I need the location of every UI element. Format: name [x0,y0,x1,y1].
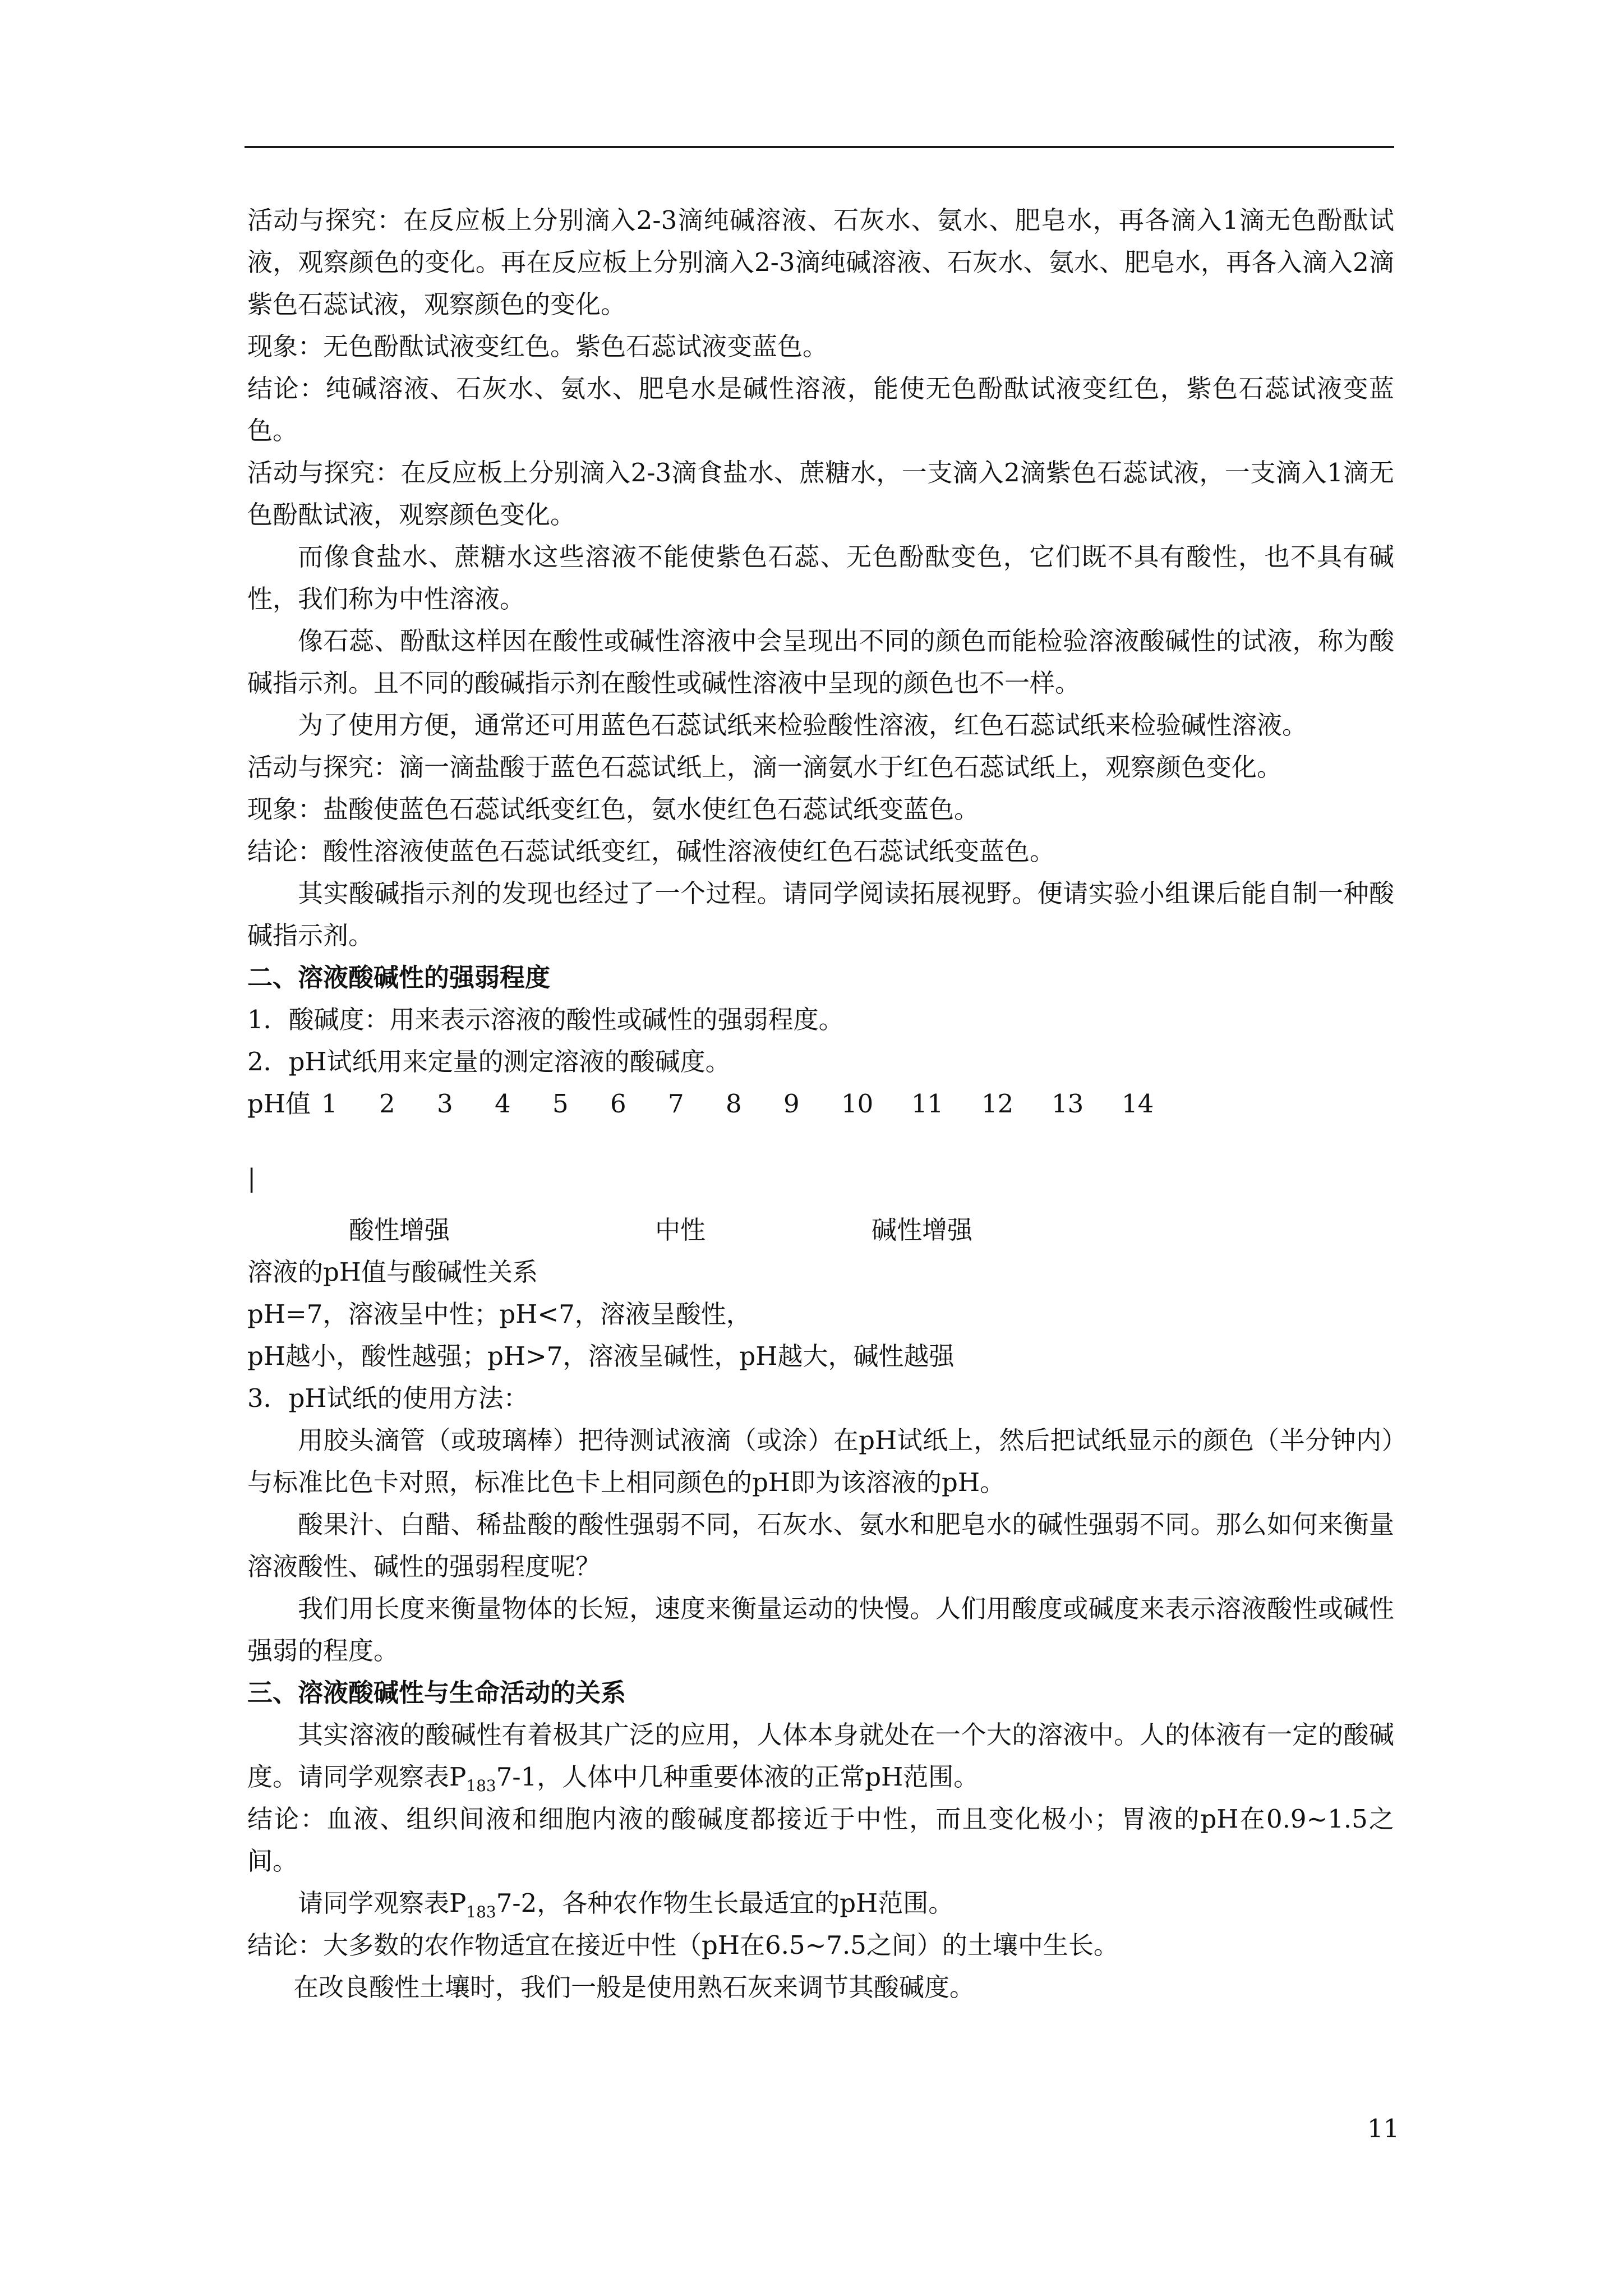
ph-value: 3 [437,1089,453,1119]
ph-value: 13 [1052,1089,1084,1119]
conclusion-1: 结论：纯碱溶液、石灰水、氨水、肥皂水是碱性溶液，能使无色酚酞试液变红色，紫色石蕊试液变蓝色。 [247,374,1394,445]
phenomenon-2: 现象：盐酸使蓝色石蕊试纸变红色，氨水使红色石蕊试纸变蓝色。 [247,794,980,824]
ph-scale-label: pH值 [247,1089,311,1119]
body-fluid-paragraph [247,1714,1394,1798]
page-number: 11 [1367,2114,1400,2143]
section-heading-2: 二、溶液酸碱性的强弱程度 [247,963,551,992]
ph-relation-line-1: pH=7，溶液呈中性；pH<7，溶液呈酸性， [247,1299,751,1329]
ph-value: 2 [379,1089,395,1119]
activity-paragraph-1: 活动与探究：在反应板上分别滴入2-3滴纯碱溶液、石灰水、氨水、肥皂水，再各滴入1滴无色酚酞试液，观察颜色的变化。再在反应板上分别滴入2-3滴纯碱溶液、石灰水、氨水、肥皂水，再各入滴入2滴紫色石蕊试液，观察颜色的变化。 [247,205,1394,319]
ph-paper-line: 2．pH试纸用来定量的测定溶液的酸碱度。 [247,1047,731,1076]
conclusion-crops: 结论：大多数的农作物适宜在接近中性（pH在6.5~7.5之间）的土壤中生长。 [247,1930,1119,1960]
neutral-solution-paragraph: 而像食盐水、蔗糖水这些溶液不能使紫色石蕊、无色酚酞变色，它们既不具有酸性，也不具有碱性，我们称为中性溶液。 [247,542,1394,614]
ph-value: 14 [1122,1089,1154,1119]
indicator-history-paragraph: 其实酸碱指示剂的发现也经过了一个过程。请同学阅读拓展视野。便请实验小组课后能自制一种酸碱指示剂。 [247,878,1394,950]
ph-scale-direction-labels [247,1209,1394,1251]
ph-scale-marker: | [247,1163,256,1193]
table-page-subscript: 183 [466,1777,496,1795]
ph-value: 8 [726,1089,742,1119]
litmus-paper-paragraph: 为了使用方便，通常还可用蓝色石蕊试纸来检验酸性溶液，红色石蕊试纸来检验碱性溶液。 [298,710,1308,740]
ph-value: 7 [668,1089,684,1119]
acid-base-strength-question: 酸果汁、白醋、稀盐酸的酸性强弱不同，石灰水、氨水和肥皂水的碱性强弱不同。那么如何来衡量溶液酸性、碱性的强弱程度呢？ [247,1510,1394,1581]
soil-improvement-paragraph: 在改良酸性土壤时，我们一般是使用熟石灰来调节其酸碱度。 [293,1972,975,2002]
indicator-definition-paragraph: 像石蕊、酚酞这样因在酸性或碱性溶液中会呈现出不同的颜色而能检验溶液酸碱性的试液，称为酸碱指示剂。且不同的酸碱指示剂在酸性或碱性溶液中呈现的颜色也不一样。 [247,626,1394,698]
ph-relation-line-2: pH越小，酸性越强；pH>7，溶液呈碱性，pH越大，碱性越强 [247,1341,955,1371]
document-body [247,199,1394,2008]
ph-value: 1 [321,1089,338,1119]
conclusion-2: 结论：酸性溶液使蓝色石蕊试纸变红，碱性溶液使红色石蕊试纸变蓝色。 [247,836,1055,866]
crop-ph-text-a: 请同学观察表P [298,1888,467,1918]
activity-paragraph-2: 活动与探究：在反应板上分别滴入2-3滴食盐水、蔗糖水，一支滴入2滴紫色石蕊试液，一支滴入1滴无色酚酞试液，观察颜色变化。 [247,458,1394,530]
ph-paper-usage-paragraph: 用胶头滴管（或玻璃棒）把待测试液滴（或涂）在pH试纸上，然后把试纸显示的颜色（半分钟内）与标准比色卡对照，标准比色卡上相同颜色的pH即为该溶液的pH。 [247,1425,1394,1497]
ph-value: 11 [911,1089,944,1119]
crop-ph-paragraph [247,1882,1394,1924]
acidity-definition: 1．酸碱度：用来表示溶液的酸性或碱性的强弱程度。 [247,1005,844,1034]
header-rule [245,146,1394,148]
body-fluid-text-b: 7-1，人体中几种重要体液的正常pH范围。 [496,1762,979,1792]
neutral-label: 中性 [655,1215,706,1245]
table-page-subscript: 183 [466,1903,496,1921]
activity-paragraph-3: 活动与探究：滴一滴盐酸于蓝色石蕊试纸上，滴一滴氨水于红色石蕊试纸上，观察颜色变化。 [247,752,1283,782]
ph-value: 5 [552,1089,569,1119]
ph-value: 4 [495,1089,511,1119]
ph-scale-bar [247,1125,1394,1209]
ph-relation-title: 溶液的pH值与酸碱性关系 [247,1257,538,1287]
body-fluid-text-a: 其实溶液的酸碱性有着极其广泛的应用，人体本身就处在一个大的溶液中。人的体液有一定的酸碱度。请同学观察表P [247,1720,1394,1792]
ph-paper-usage-heading: 3．pH试纸的使用方法： [247,1383,529,1413]
ph-value: 6 [610,1089,626,1119]
ph-value: 12 [981,1089,1014,1119]
ph-scale-row [247,1083,1394,1125]
acid-increasing-label: 酸性增强 [349,1215,450,1245]
ph-scale-values [321,1083,1192,1125]
acidity-measure-paragraph: 我们用长度来衡量物体的长短，速度来衡量运动的快慢。人们用酸度或碱度来表示溶液酸性或碱性强弱的程度。 [247,1594,1394,1665]
conclusion-body-fluid: 结论：血液、组织间液和细胞内液的酸碱度都接近于中性，而且变化极小；胃液的pH在0.9~1.5之间。 [247,1804,1394,1876]
section-heading-3: 三、溶液酸碱性与生命活动的关系 [247,1678,626,1708]
base-increasing-label: 碱性增强 [872,1215,973,1245]
ph-value: 9 [783,1089,800,1119]
phenomenon-1: 现象：无色酚酞试液变红色。紫色石蕊试液变蓝色。 [247,332,828,361]
ph-value: 10 [841,1089,874,1119]
crop-ph-text-b: 7-2，各种农作物生长最适宜的pH范围。 [496,1888,954,1918]
